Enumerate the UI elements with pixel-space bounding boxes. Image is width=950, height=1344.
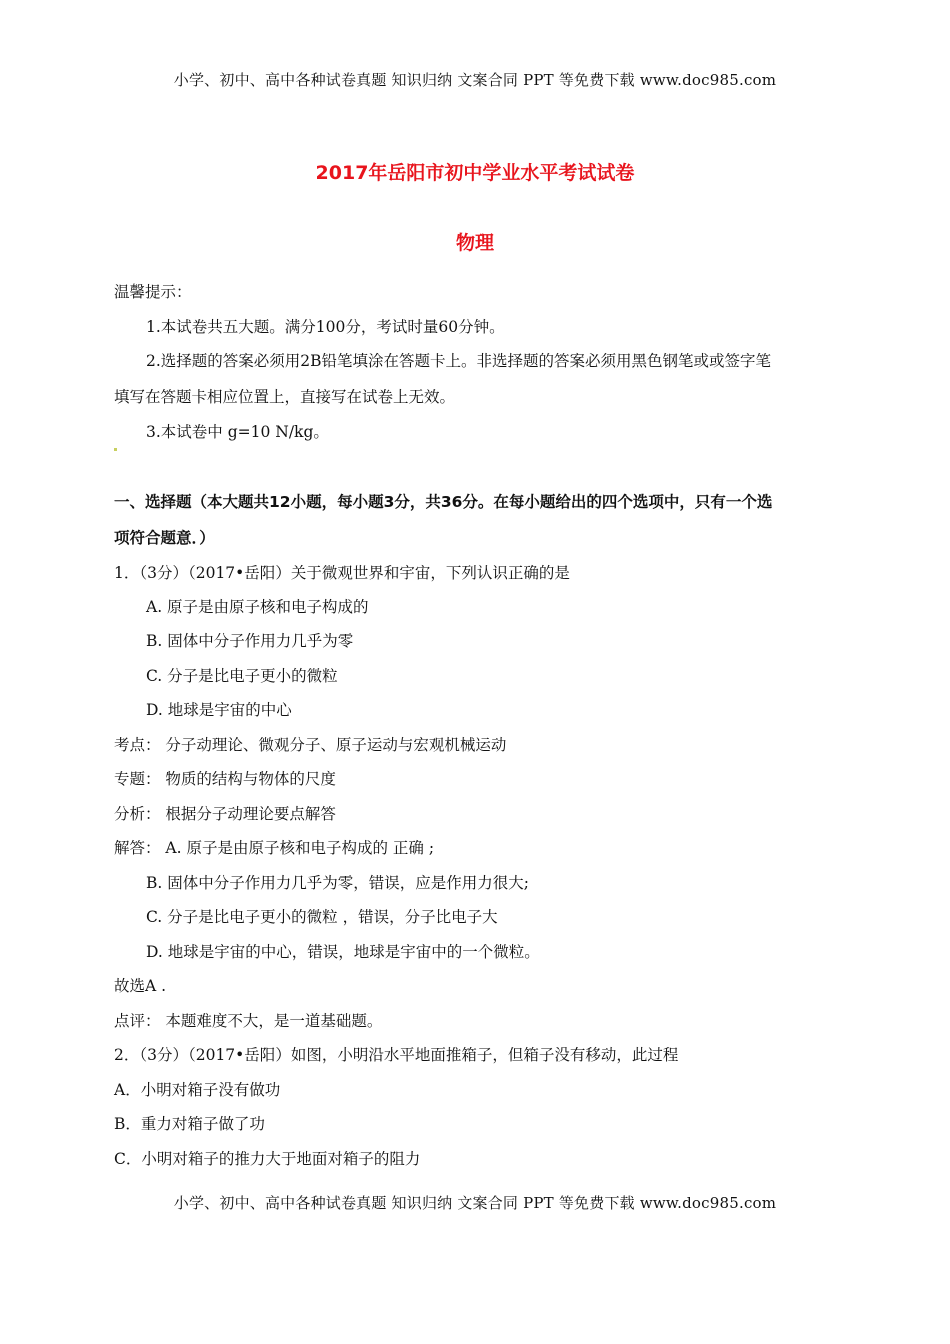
exam-title: 2017年岳阳市初中学业水平考试试卷 bbox=[315, 162, 635, 184]
question-1-option-a: A. 原子是由原子核和电子构成的 bbox=[146, 598, 369, 616]
page-footer: 小学、初中、高中各种试卷真题 知识归纳 文案合同 PPT 等免费下载 www.doc985.com bbox=[173, 1194, 777, 1212]
question-1-kaodian: 考点： 分子动理论、微观分子、原子运动与宏观机械运动 bbox=[114, 736, 507, 754]
question-1-option-b: B. 固体中分子作用力几乎为零 bbox=[146, 632, 354, 650]
question-1-option-c: C. 分子是比电子更小的微粒 bbox=[146, 667, 338, 685]
question-1-zhuanti: 专题： 物质的结构与物体的尺度 bbox=[114, 770, 336, 788]
question-2-option-b: B．重力对箱子做了功 bbox=[114, 1115, 265, 1133]
question-1-dianping: 点评： 本题难度不大，是一道基础题。 bbox=[114, 1012, 383, 1030]
question-2-option-a: A．小明对箱子没有做功 bbox=[114, 1081, 281, 1099]
question-1-answer: 故选A . bbox=[114, 977, 167, 995]
tip-item-1: 1.本试卷共五大题。满分100分，考试时量60分钟。 bbox=[146, 318, 505, 336]
subject-title: 物理 bbox=[455, 232, 494, 254]
question-1-jieda-d: D. 地球是宇宙的中心，错误，地球是宇宙中的一个微粒。 bbox=[146, 943, 540, 961]
section-heading-cont: 项符合题意．） bbox=[114, 529, 215, 547]
question-1-jieda-c: C. 分子是比电子更小的微粒 ，错误，分子比电子大 bbox=[146, 908, 498, 926]
question-1-fenxi: 分析： 根据分子动理论要点解答 bbox=[114, 805, 336, 823]
question-1-option-d: D. 地球是宇宙的中心 bbox=[146, 701, 292, 719]
tip-item-2: 2.选择题的答案必须用2B铅笔填涂在答题卡上。非选择题的答案必须用黑色钢笔或或签字笔 bbox=[146, 352, 772, 370]
question-1-jieda-b: B. 固体中分子作用力几乎为零，错误，应是作用力很大; bbox=[146, 874, 529, 892]
decorative-mark bbox=[114, 448, 117, 451]
question-1-jieda-a: 解答： A. 原子是由原子核和电子构成的 正确 ; bbox=[114, 839, 435, 857]
tip-item-2-cont: 填写在答题卡相应位置上，直接写在试卷上无效。 bbox=[114, 388, 456, 406]
tip-item-3: 3.本试卷中 g=10 N/kg。 bbox=[146, 423, 329, 441]
question-1-stem: 1．（3分）（2017•岳阳）关于微观世界和宇宙，下列认识正确的是 bbox=[114, 564, 570, 582]
question-2-option-c: C．小明对箱子的推力大于地面对箱子的阻力 bbox=[114, 1150, 421, 1168]
page-header: 小学、初中、高中各种试卷真题 知识归纳 文案合同 PPT 等免费下载 www.doc985.com bbox=[173, 71, 777, 89]
section-heading: 一、选择题（本大题共12小题，每小题3分，共36分。在每小题给出的四个选项中，只有一个选 bbox=[114, 493, 773, 511]
question-2-stem: 2．（3分）（2017•岳阳）如图，小明沿水平地面推箱子，但箱子没有移动，此过程 bbox=[114, 1046, 679, 1064]
tips-label: 温馨提示： bbox=[114, 283, 192, 301]
